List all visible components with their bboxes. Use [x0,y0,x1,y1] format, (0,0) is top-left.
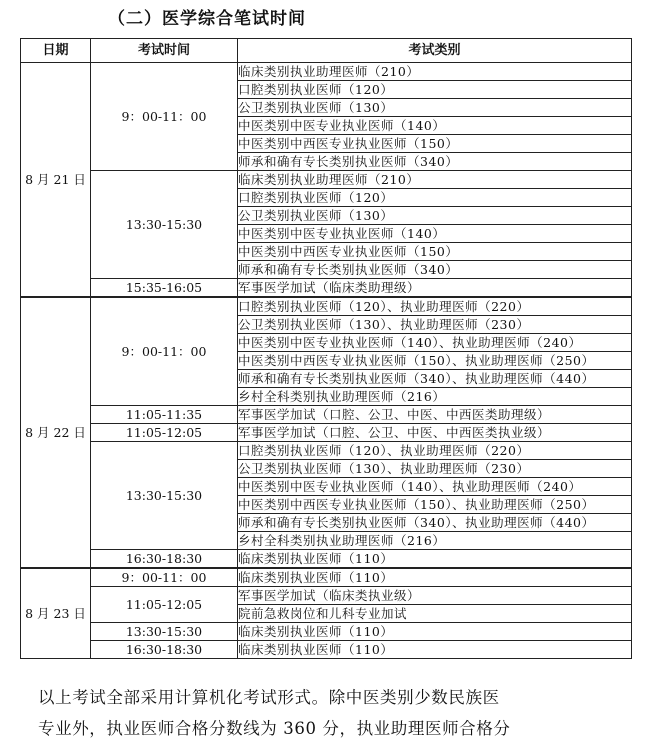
table-header-row [21,39,632,63]
table-row [21,424,632,442]
schedule-body [21,63,632,659]
exam-category-cell: 军事医学加试（临床类助理级） [238,279,632,298]
table-row [21,406,632,424]
exam-category-cell: 临床类别执业医师（110） [238,550,632,569]
exam-category-cell: 师承和确有专长类别执业医师（340） [238,153,632,171]
exam-date-cell: 8 月 22 日 [21,297,91,568]
exam-time-cell: 13:30-15:30 [91,623,238,641]
exam-time-cell: 16:30-18:30 [91,641,238,659]
exam-category-cell: 临床类别执业医师（110） [238,623,632,641]
note-paragraph-line-2: 专业外，执业医师合格分数线为 360 分，执业助理医师合格分 [38,719,511,738]
table-row [21,279,632,298]
exam-category-cell: 中医类别中西医专业执业医师（150） [238,135,632,153]
exam-time-cell: 9：00-11：00 [91,297,238,406]
exam-category-cell: 临床类别执业医师（110） [238,641,632,659]
note-paragraph-line-1: 以上考试全部采用计算机化考试形式。除中医类别少数民族医 [38,688,500,707]
exam-category-cell: 师承和确有专长类别执业医师（340） [238,261,632,279]
exam-category-cell: 中医类别中医专业执业医师（140） [238,117,632,135]
exam-category-cell: 乡村全科类别执业助理医师（216） [238,388,632,406]
exam-category-cell: 口腔类别执业医师（120） [238,189,632,207]
table-row [21,641,632,659]
exam-category-cell: 中医类别中医专业执业医师（140）、执业助理医师（240） [238,334,632,352]
exam-category-cell: 中医类别中西医专业执业医师（150） [238,243,632,261]
exam-category-cell: 中医类别中医专业执业医师（140） [238,225,632,243]
exam-category-cell: 临床类别执业助理医师（210） [238,63,632,81]
table-row [21,297,632,316]
exam-time-cell: 13:30-15:30 [91,442,238,550]
exam-time-cell: 15:35-16:05 [91,279,238,298]
exam-time-cell: 9：00-11：00 [91,63,238,171]
header-date: 日期 [21,39,91,63]
exam-category-cell: 乡村全科类别执业助理医师（216） [238,532,632,550]
exam-category-cell: 军事医学加试（口腔、公卫、中医、中西医类助理级） [238,406,632,424]
exam-category-cell: 中医类别中医专业执业医师（140）、执业助理医师（240） [238,478,632,496]
exam-category-cell: 口腔类别执业医师（120） [238,81,632,99]
exam-category-cell: 军事医学加试（口腔、公卫、中医、中西医类执业级） [238,424,632,442]
header-exam-category: 考试类别 [238,39,632,63]
exam-category-cell: 临床类别执业助理医师（210） [238,171,632,189]
table-row [21,568,632,587]
section-heading: （二）医学综合笔试时间 [108,9,306,29]
table-row [21,171,632,189]
exam-time-cell: 11:05-12:05 [91,424,238,442]
exam-category-cell: 公卫类别执业医师（130） [238,207,632,225]
exam-time-cell: 16:30-18:30 [91,550,238,569]
exam-time-cell: 13:30-15:30 [91,171,238,279]
exam-time-cell: 11:05-11:35 [91,406,238,424]
table-row [21,63,632,81]
header-exam-time: 考试时间 [91,39,238,63]
exam-category-cell: 中医类别中西医专业执业医师（150）、执业助理医师（250） [238,496,632,514]
exam-schedule-table [20,38,632,659]
table-row [21,587,632,605]
exam-category-cell: 公卫类别执业医师（130） [238,99,632,117]
exam-category-cell: 军事医学加试（临床类执业级） [238,587,632,605]
exam-category-cell: 院前急救岗位和儿科专业加试 [238,605,632,623]
table-row [21,623,632,641]
exam-category-cell: 临床类别执业医师（110） [238,568,632,587]
table-row [21,442,632,460]
exam-category-cell: 公卫类别执业医师（130）、执业助理医师（230） [238,460,632,478]
exam-category-cell: 师承和确有专长类别执业医师（340）、执业助理医师（440） [238,514,632,532]
exam-time-cell: 11:05-12:05 [91,587,238,623]
exam-category-cell: 中医类别中西医专业执业医师（150）、执业助理医师（250） [238,352,632,370]
exam-category-cell: 口腔类别执业医师（120）、执业助理医师（220） [238,442,632,460]
exam-category-cell: 师承和确有专长类别执业医师（340）、执业助理医师（440） [238,370,632,388]
table-row [21,550,632,569]
exam-category-cell: 口腔类别执业医师（120）、执业助理医师（220） [238,297,632,316]
exam-date-cell: 8 月 23 日 [21,568,91,659]
exam-date-cell: 8 月 21 日 [21,63,91,298]
exam-time-cell: 9：00-11：00 [91,568,238,587]
exam-category-cell: 公卫类别执业医师（130）、执业助理医师（230） [238,316,632,334]
